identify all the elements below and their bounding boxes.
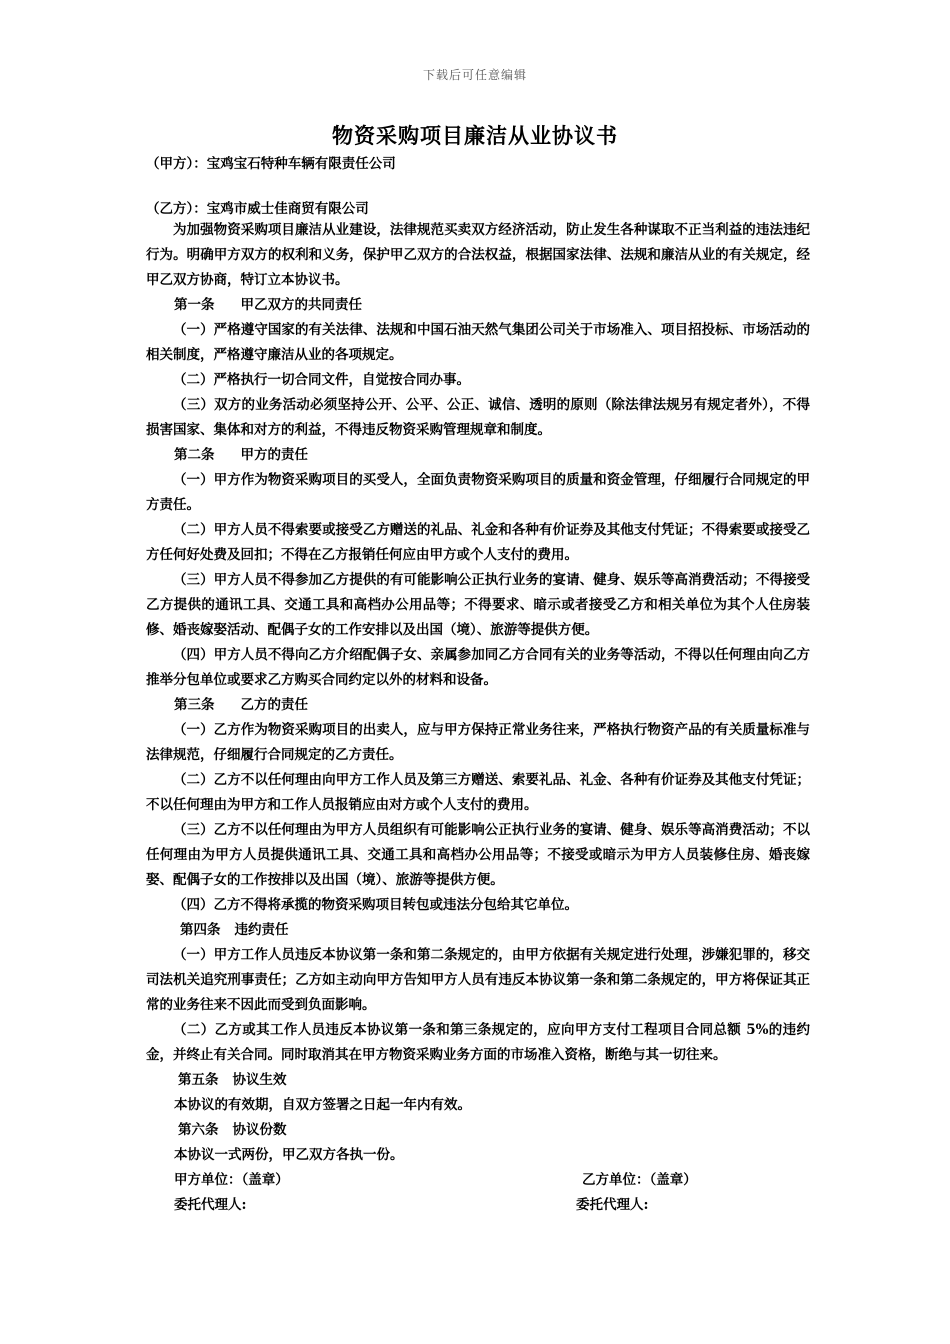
article-2-item-4: （四）甲方人员不得向乙方介绍配偶子女、亲属参加同乙方合同有关的业务等活动，不得以任何理由向乙方推举分包单位或要求乙方购买合同约定以外的材料和设备。 — [146, 647, 810, 688]
article-3-item-3: （三）乙方不以任何理由为甲方人员组织有可能影响公正执行业务的宴请、健身、娱乐等高消费活动；不以任何理由为甲方人员提供通讯工具、交通工具和高档办公用品等；不接受或暗示为甲方人员装修住房、婚丧嫁娶、配偶子女的工作按排以及出国（境）、旅游等提供方便。 — [146, 822, 810, 888]
article-4-heading — [146, 918, 810, 943]
article-3-title: 乙方的责任 — [240, 697, 308, 713]
article-3-heading — [146, 693, 810, 718]
article-1-item-2: （二）严格执行一切合同文件，自觉按合同办事。 — [173, 372, 470, 388]
article-2-heading — [146, 443, 810, 468]
article-1-item-1: （一）严格遵守国家的有关法律、法规和中国石油天然气集团公司关于市场准入、项目招投标、市场活动的相关制度，严格遵守廉洁从业的各项规定。 — [146, 322, 810, 363]
article-2-item-3: （三）甲方人员不得参加乙方提供的有可能影响公正执行业务的宴请、健身、娱乐等高消费活动；不得接受乙方提供的通讯工具、交通工具和高档办公用品等；不得要求、暗示或者接受乙方和相关单位为其个人住房装修、婚丧嫁娶活动、配偶子女的工作安排以及出国（境）、旅游等提供方便。 — [146, 572, 810, 638]
party-b-agent: 委托代理人: — [576, 1197, 649, 1213]
signature-agent-row — [146, 1193, 810, 1218]
article-1-title: 甲乙双方的共同责任 — [240, 297, 362, 313]
article-3-item-2: （二）乙方不以任何理由向甲方工作人员及第三方赠送、索要礼品、礼金、各种有价证券及其他支付凭证；不以任何理由为甲方和工作人员报销应由对方或个人支付的费用。 — [146, 772, 810, 813]
article-3-item-1: （一）乙方作为物资采购项目的出卖人，应与甲方保持正常业务往来，严格执行物资产品的有关质量标准与法律规范，仔细履行合同规定的乙方责任。 — [146, 722, 810, 763]
agreement-body — [146, 218, 810, 1218]
article-6-heading — [146, 1118, 810, 1143]
article-4-item-2: （二）乙方或其工作人员违反本协议第一条和第三条规定的，应向甲方支付工程项目合同总额 5%的违约金，并终止有关合同。同时取消其在甲方物资采购业务方面的市场准入资格，断绝与其一切往来。 — [146, 1022, 810, 1063]
article-2-number: 第二条 — [174, 447, 215, 463]
article-4-number: 第四条 — [180, 922, 221, 938]
article-5-heading — [146, 1068, 810, 1093]
party-a-line: （甲方）：宝鸡宝石特种车辆有限责任公司 — [146, 156, 396, 172]
article-2-title: 甲方的责任 — [240, 447, 308, 463]
article-6-number: 第六条 — [178, 1122, 219, 1138]
document-title: 物资采购项目廉洁从业协议书 — [332, 123, 618, 148]
intro-paragraph: 为加强物资采购项目廉洁从业建设，法律规范买卖双方经济活动，防止发生各种谋取不正当利益的违法违纪行为。明确甲方双方的权利和义务，保护甲乙双方的合法权益，根据国家法律、法规和廉洁从业的有关规定，经甲乙双方协商，特订立本协议书。 — [146, 222, 810, 288]
article-5-number: 第五条 — [178, 1072, 219, 1088]
article-2-item-1: （一）甲方作为物资采购项目的买受人，全面负责物资采购项目的质量和资金管理，仔细履行合同规定的甲方责任。 — [146, 472, 810, 513]
article-1-number: 第一条 — [174, 297, 215, 313]
party-b-line: （乙方）：宝鸡市威士佳商贸有限公司 — [146, 201, 369, 217]
article-5-title: 协议生效 — [232, 1072, 287, 1088]
article-4-item-1: （一）甲方工作人员违反本协议第一条和第二条规定的，由甲方依据有关规定进行处理，涉嫌犯罪的，移交司法机关追究刑事责任；乙方如主动向甲方告知甲方人员有违反本协议第一条和第二条规定的，甲方将保证其正常的业务往来不因此而受到负面影响。 — [146, 947, 810, 1013]
article-2-item-2: （二）甲方人员不得索要或接受乙方赠送的礼品、礼金和各种有价证券及其他支付凭证；不得索要或接受乙方任何好处费及回扣；不得在乙方报销任何应由甲方或个人支付的费用。 — [146, 522, 810, 563]
header-note: 下载后可任意编辑 — [422, 68, 527, 82]
article-3-item-4: （四）乙方不得将承揽的物资采购项目转包或违法分包给其它单位。 — [173, 897, 578, 913]
party-a-unit-seal: 甲方单位：（盖章） — [174, 1172, 289, 1188]
party-b-unit-seal: 乙方单位：（盖章） — [582, 1172, 697, 1188]
article-6-text: 本协议一式两份，甲乙双方各执一份。 — [174, 1147, 404, 1163]
article-5-text: 本协议的有效期，自双方签署之日起一年内有效。 — [174, 1097, 471, 1113]
party-a-agent: 委托代理人: — [174, 1197, 247, 1213]
signature-unit-row — [146, 1168, 810, 1193]
article-1-item-3: （三）双方的业务活动必须坚持公开、公平、公正、诚信、透明的原则（除法律法规另有规定者外），不得损害国家、集体和对方的利益，不得违反物资采购管理规章和制度。 — [146, 397, 810, 438]
article-3-number: 第三条 — [174, 697, 215, 713]
article-1-heading — [146, 293, 810, 318]
article-6-title: 协议份数 — [232, 1122, 287, 1138]
article-4-title: 违约责任 — [234, 922, 289, 938]
